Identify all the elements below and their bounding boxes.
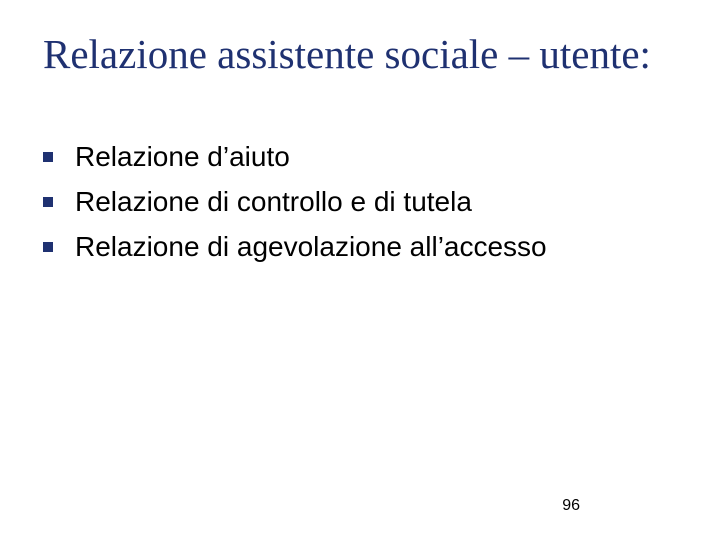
bullet-list (40, 134, 547, 269)
bullet-text: Relazione di agevolazione all’accesso (75, 230, 547, 262)
page-number: 96 (562, 497, 580, 514)
bullet-text: Relazione di controllo e di tutela (75, 185, 472, 217)
bullet-text: Relazione d’aiuto (75, 140, 290, 172)
slide-title: Relazione assistente sociale – utente: (43, 31, 651, 77)
square-bullet-icon (43, 242, 53, 252)
bullet-item (40, 224, 547, 269)
bullet-item (40, 179, 547, 224)
bullet-item (40, 134, 547, 179)
square-bullet-icon (43, 152, 53, 162)
square-bullet-icon (43, 197, 53, 207)
